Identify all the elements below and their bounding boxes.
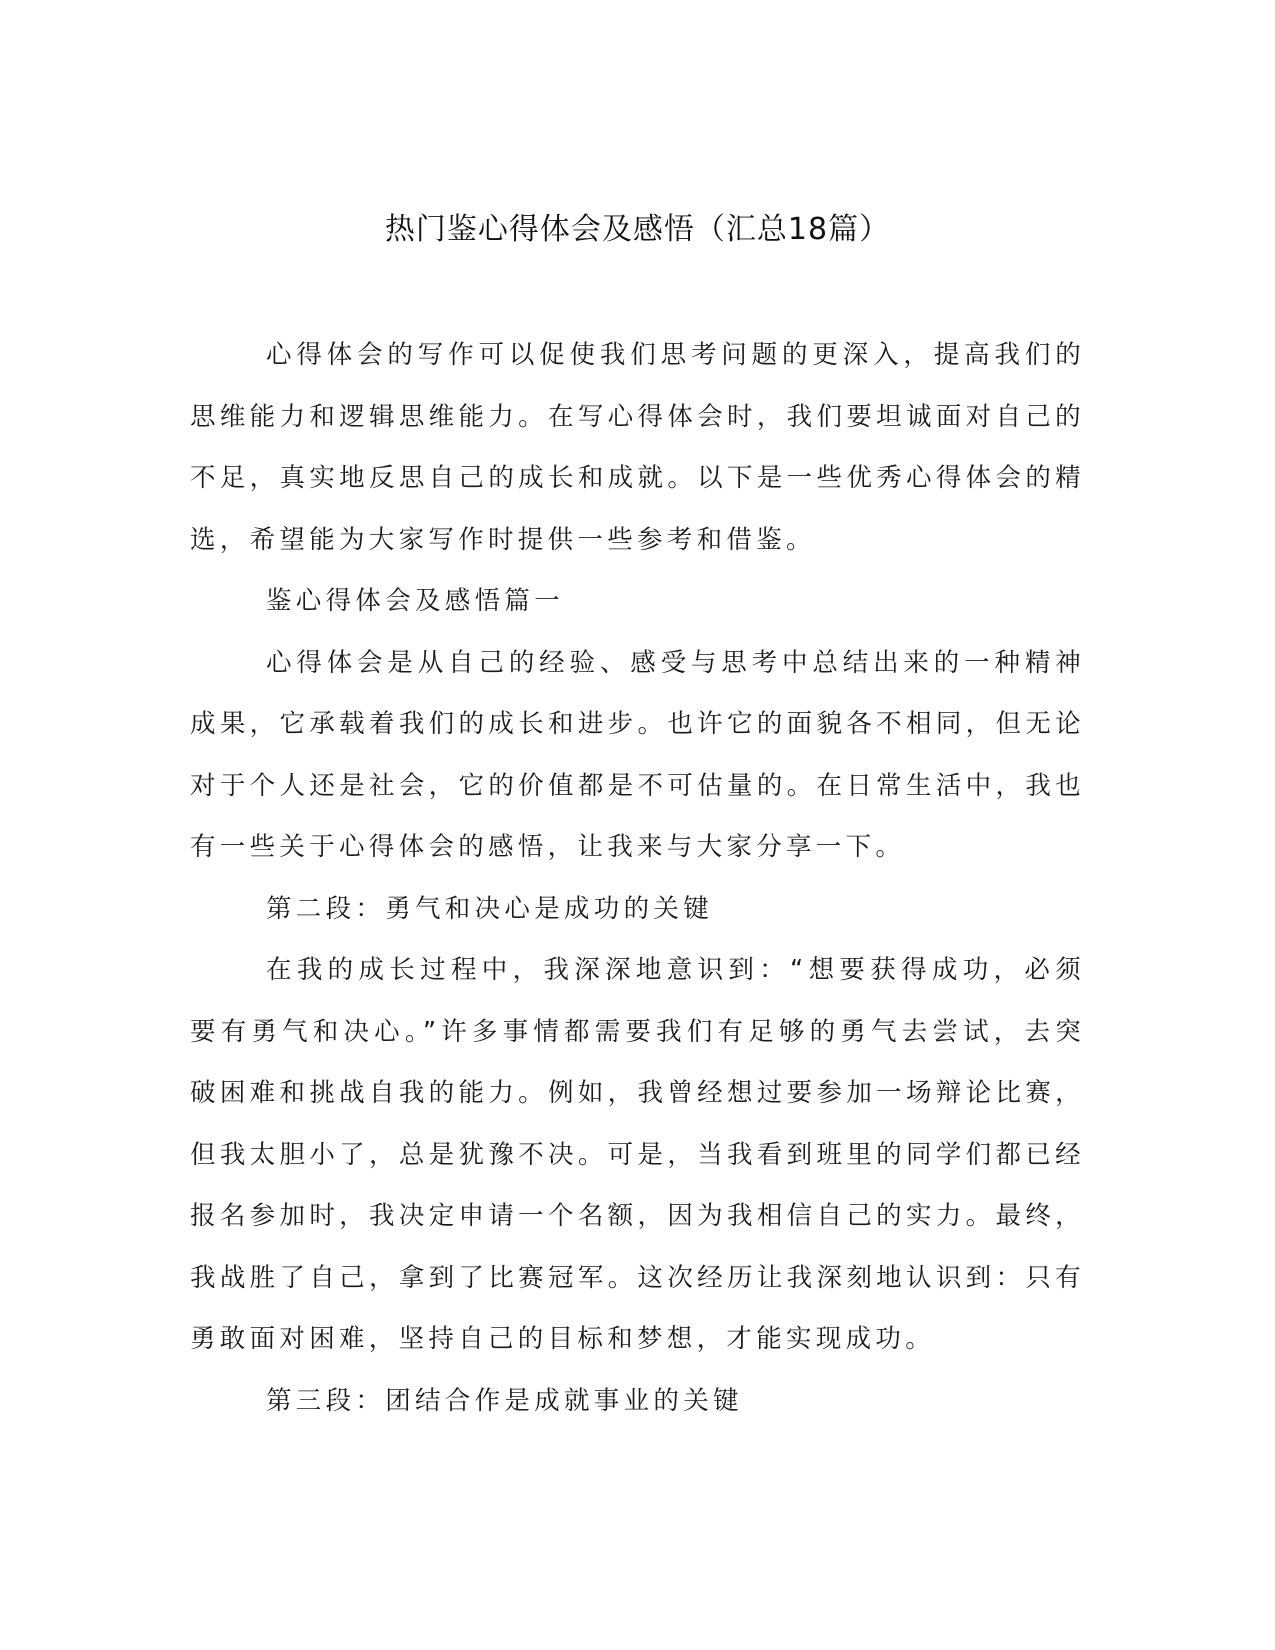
paragraph-courage: 在我的成长过程中，我深深地意识到：“想要获得成功，必须要有勇气和决心。”许多事情都需要我们有足够的勇气去尝试，去突破困难和挑战自我的能力。例如，我曾经想过要参加一场辩论比赛，但我太胆小了，总是犹豫不决。可是，当我看到班里的同学们都已经报名参加时，我决定申请一个名额，因为我相信自己的实力。最终，我战胜了自己，拿到了比赛冠军。这次经历让我深刻地认识到：只有勇敢面对困难，坚持自己的目标和梦想，才能实现成功。 bbox=[190, 955, 1085, 1354]
paragraph-part-one-opening: 心得体会是从自己的经验、感受与思考中总结出来的一种精神成果，它承载着我们的成长和进步。也许它的面貌各不相同，但无论对于个人还是社会，它的价值都是不可估量的。在日常生活中，我也有一些关于心得体会的感悟，让我来与大家分享一下。 bbox=[190, 647, 1085, 862]
intro-paragraph: 心得体会的写作可以促使我们思考问题的更深入，提高我们的思维能力和逻辑思维能力。在写心得体会时，我们要坦诚面对自己的不足，真实地反思自己的成长和成就。以下是一些优秀心得体会的精选，希望能为大家写作时提供一些参考和借鉴。 bbox=[190, 340, 1085, 555]
section-heading-part-one: 鉴心得体会及感悟篇一 bbox=[266, 586, 565, 616]
section-heading-courage: 第二段：勇气和决心是成功的关键 bbox=[266, 893, 714, 924]
document-title: 热门鉴心得体会及感悟（汇总18篇） bbox=[384, 212, 891, 247]
document-body bbox=[190, 325, 1085, 1432]
section-heading-teamwork: 第三段：团结合作是成就事业的关键 bbox=[266, 1385, 743, 1416]
